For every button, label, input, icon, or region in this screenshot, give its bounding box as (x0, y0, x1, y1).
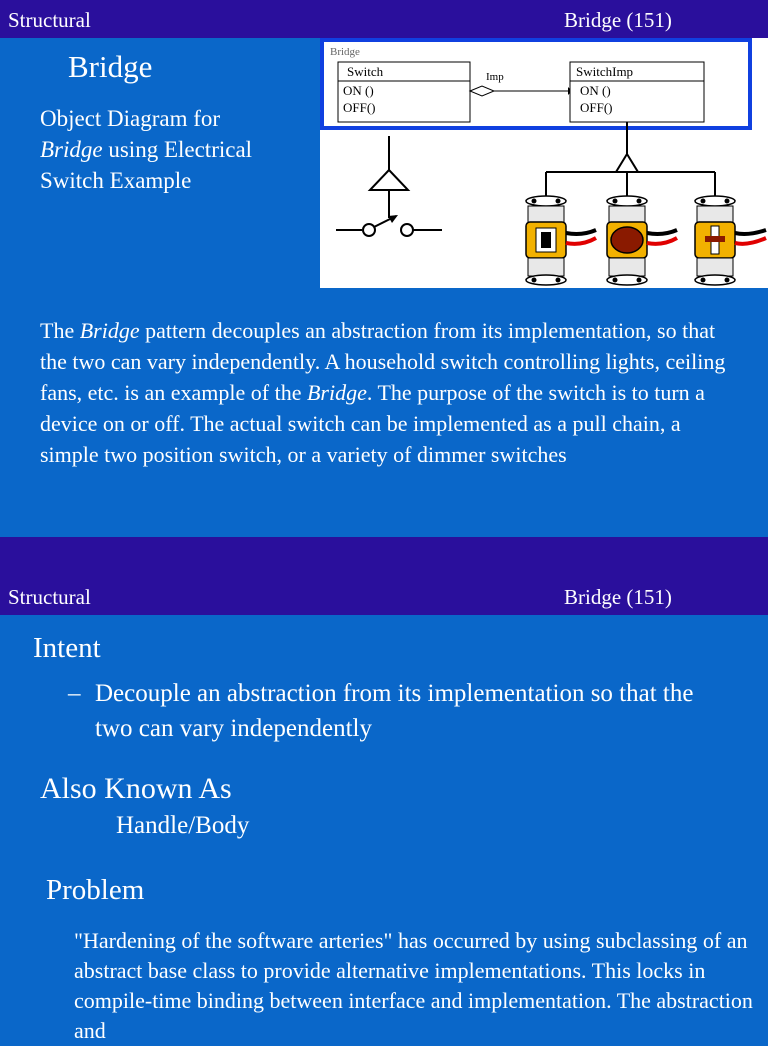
association-label: Imp (486, 71, 504, 83)
dimmer-switch-icon (607, 196, 677, 285)
slide1-title: Bridge (68, 49, 153, 84)
body-part-2: pattern decouples an abstraction from its implementation, so that the two can vary independently. A household switch controlling lights, ceiling fans, etc. is an example of the (40, 318, 726, 405)
intent-dash: – (68, 680, 81, 707)
slide1-header-left: Structural (8, 8, 91, 32)
switch-symbol-icon (336, 215, 442, 236)
body-part-3: . The purpose of the switch is to turn a device on or off. The actual switch can be implemented as a pull chain, a simple two position switch, or a variety of dimmer switches (40, 380, 705, 467)
switch-inheritance (370, 136, 408, 218)
slide2-header-left: Structural (8, 585, 91, 609)
impl-inheritance (546, 122, 715, 198)
slide1-caption (40, 103, 310, 196)
intent-text: Decouple an abstraction from its implementation so that the two can vary independently (95, 680, 694, 742)
slide1-header-bar (0, 0, 768, 38)
aka-heading: Also Known As (40, 772, 232, 805)
toggle-switch-icon (526, 196, 596, 285)
body-bridge-em-1: Bridge (79, 318, 140, 343)
body-bridge-em-2: Bridge (306, 380, 367, 405)
switch-class-box (338, 62, 470, 122)
switchimp-class-box (570, 62, 704, 122)
caption-line-3: Switch Example (40, 168, 192, 193)
switch-op-off: OFF() (343, 100, 376, 115)
switchimp-op-on: ON () (580, 83, 611, 98)
aka-text: Handle/Body (116, 812, 250, 839)
caption-line-2 (40, 134, 310, 165)
caption-bridge-em: Bridge (40, 137, 103, 162)
switch-op-on: ON () (343, 83, 374, 98)
switchimp-op-off: OFF() (580, 100, 613, 115)
problem-heading: Problem (46, 874, 145, 906)
switchimp-class-name: SwitchImp (576, 64, 634, 79)
bridge-object-diagram (320, 38, 768, 288)
switch-class-name: Switch (347, 64, 384, 79)
slide2-header-bar (0, 577, 768, 615)
slide-separator (0, 537, 768, 577)
slide1-header-right: Bridge (151) (564, 8, 672, 32)
caption-line-1: Object Diagram for (40, 106, 221, 131)
intent-heading: Intent (33, 632, 101, 664)
slide1-body-text (40, 315, 740, 470)
uml-frame-label: Bridge (330, 46, 360, 58)
body-part-1: The (40, 318, 80, 343)
slide2-header-right: Bridge (151) (564, 585, 672, 609)
slide-switch-icon (695, 196, 766, 285)
caption-line-2-rest: using Electrical (102, 137, 253, 162)
problem-text: "Hardening of the software arteries" has occurred by using subclassing of an abstract base class to provide alternative implementations. This locks in compile-time binding between interface and implementation. The abstraction and (74, 928, 753, 1043)
